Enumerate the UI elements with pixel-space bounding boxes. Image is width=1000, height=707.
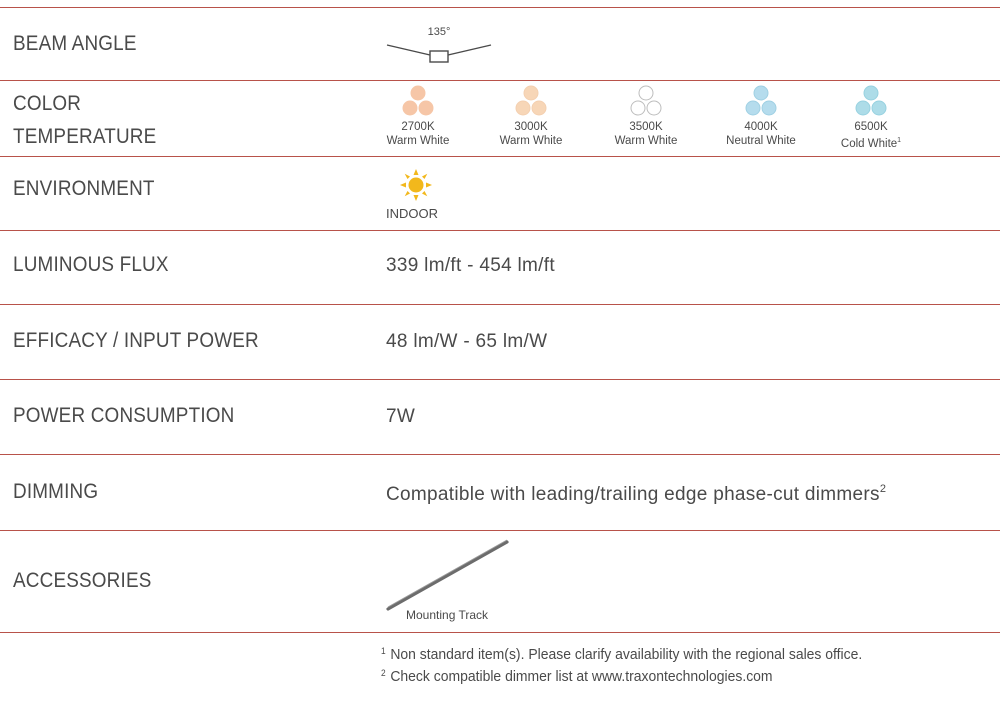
luminous-flux-label: LUMINOUS FLUX (13, 253, 169, 276)
efficacy-label: EFFICACY / INPUT POWER (13, 329, 259, 352)
luminous-flux-value: 339 lm/ft - 454 lm/ft (386, 255, 555, 276)
color-temp-name: Neutral White (726, 135, 796, 147)
row-power-consumption (0, 380, 1000, 455)
sun-icon (399, 168, 433, 202)
color-temperature-label-line2: TEMPERATURE (13, 125, 157, 148)
color-temperature-label-line1: COLOR (13, 92, 82, 115)
footnote-mark: 1 (897, 137, 902, 144)
beam-angle-label: BEAM ANGLE (13, 32, 137, 55)
row-efficacy (0, 305, 1000, 380)
mounting-track-icon (384, 537, 514, 613)
environment-value: INDOOR (386, 206, 438, 221)
footnote-mark: 2 (879, 483, 887, 495)
power-consumption-value: 7W (386, 406, 416, 427)
led-cluster-icon (626, 84, 666, 120)
dimming-value (386, 483, 886, 506)
accessories-label: ACCESSORIES (13, 569, 152, 592)
color-temp-6500k (821, 84, 921, 151)
color-temp-3500k (596, 84, 696, 148)
footnote-1 (381, 646, 862, 663)
row-color-temperature (0, 81, 1000, 157)
color-temp-3000k (481, 84, 581, 148)
color-temp-name: Warm White (499, 135, 563, 147)
row-beam-angle (0, 7, 1000, 81)
color-temp-kelvin: 4000K (744, 121, 778, 133)
led-cluster-icon (741, 84, 781, 120)
color-temp-2700k (368, 84, 468, 148)
beam-angle-value: 135° (427, 26, 451, 38)
led-cluster-icon (398, 84, 438, 120)
color-temp-kelvin: 2700K (401, 121, 435, 133)
row-accessories (0, 531, 1000, 633)
power-consumption-label: POWER CONSUMPTION (13, 404, 235, 427)
color-temp-name: Warm White (614, 135, 678, 147)
footnote-mark: 1 (381, 646, 386, 656)
color-temp-kelvin: 6500K (854, 121, 888, 133)
led-cluster-icon (851, 84, 891, 120)
led-cluster-icon (511, 84, 551, 120)
accessory-value: Mounting Track (406, 608, 489, 622)
row-dimming (0, 455, 1000, 531)
color-temp-name-text: Cold White (840, 137, 898, 150)
color-temp-name (821, 134, 921, 151)
environment-label: ENVIRONMENT (13, 177, 155, 200)
dimming-value-text: Compatible with leading/trailing edge phase-cut dimmers (386, 484, 880, 505)
footnote-mark: 2 (381, 668, 386, 678)
color-temp-kelvin: 3500K (629, 121, 663, 133)
footnote-text: Non standard item(s). Please clarify availability with the regional sales office. (390, 646, 863, 663)
color-temp-4000k (711, 84, 811, 148)
color-temp-kelvin: 3000K (514, 121, 548, 133)
footnote-2 (381, 668, 773, 685)
dimming-label: DIMMING (13, 480, 99, 503)
row-luminous-flux (0, 231, 1000, 305)
row-environment (0, 157, 1000, 231)
efficacy-value: 48 lm/W - 65 lm/W (386, 331, 548, 352)
footnote-text: Check compatible dimmer list at www.traxontechnologies.com (390, 668, 773, 685)
color-temp-name: Warm White (386, 135, 450, 147)
